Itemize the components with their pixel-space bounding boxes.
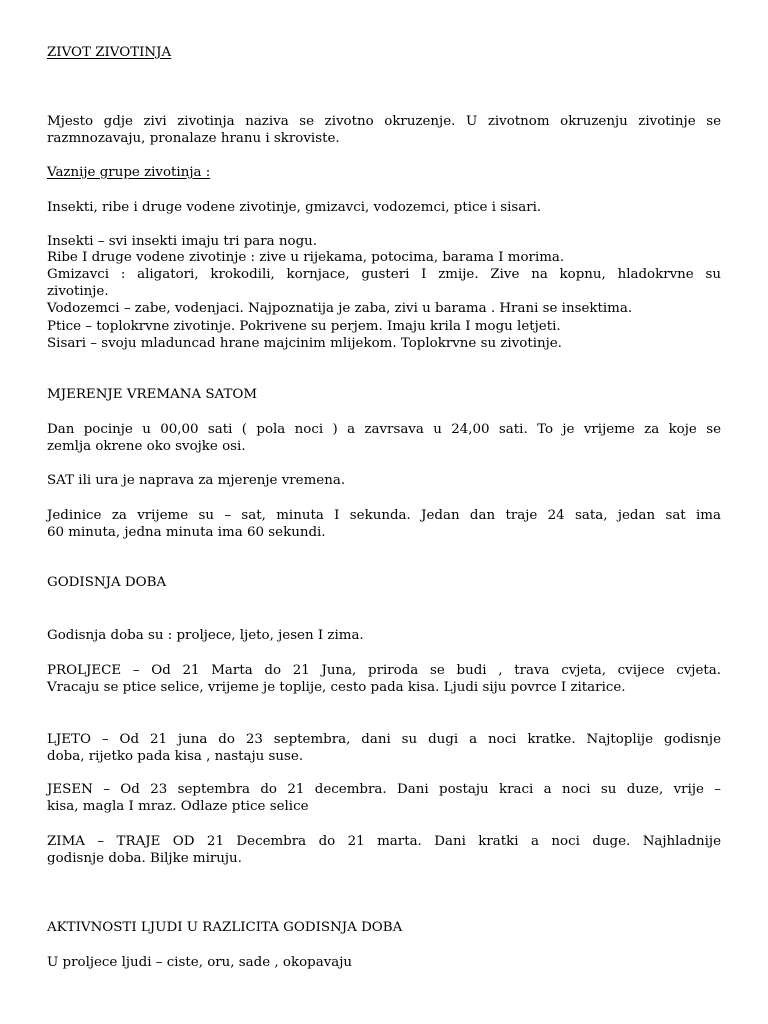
intro-line-1: Mjesto gdje zivi zivotinja naziva se zivotno okruzenje. U zivotnom okruzenju zivotinje se	[47, 114, 721, 129]
autumn-line-1: JESEN – Od 23 septembra do 21 decembra. Dani postaju kraci a noci su duze, vrije –	[47, 782, 721, 797]
seasons-heading: GODISNJA DOBA	[47, 575, 167, 590]
spring-line-1: PROLJECE – Od 21 Marta do 21 Juna, priroda se budi , trava cvjeta, cvijece cvjeta.	[47, 663, 721, 678]
time-paragraph-1-line-1: Dan pocinje u 00,00 sati ( pola noci ) a zavrsava u 24,00 sati. To je vrijeme za koje se	[47, 422, 721, 437]
group-line-reptiles-cont: zivotinje.	[47, 284, 109, 299]
group-line-amphibians: Vodozemci – zabe, vodenjaci. Najpoznatija je zaba, zivi u barama . Hrani se insektima.	[47, 301, 633, 316]
document-title: ZIVOT ZIVOTINJA	[47, 45, 172, 60]
time-paragraph-2: SAT ili ura je naprava za mjerenje vremena.	[47, 473, 346, 488]
time-paragraph-3-line-2: 60 minuta, jedna minuta ima 60 sekundi.	[47, 525, 326, 540]
group-line-birds: Ptice – toplokrvne zivotinje. Pokrivene su perjem. Imaju krila I mogu letjeti.	[47, 319, 561, 334]
group-line-insects: Insekti – svi insekti imaju tri para nogu.	[47, 234, 318, 249]
group-line-mammals: Sisari – svoju mladuncad hrane majcinim mlijekom. Toplokrvne su zivotinje.	[47, 336, 562, 351]
time-heading: MJERENJE VREMANA SATOM	[47, 387, 258, 402]
summer-line-1: LJETO – Od 21 juna do 23 septembra, dani su dugi a noci kratke. Najtoplije godisnje	[47, 732, 721, 747]
activities-heading: AKTIVNOSTI LJUDI U RAZLICITA GODISNJA DOBA	[47, 920, 403, 935]
summer-line-2: doba, rijetko pada kisa , nastaju suse.	[47, 749, 304, 764]
group-line-reptiles: Gmizavci : aligatori, krokodili, kornjace, gusteri I zmije. Zive na kopnu, hladokrvne su	[47, 267, 721, 282]
activities-spring: U proljece ljudi – ciste, oru, sade , okopavaju	[47, 955, 353, 970]
seasons-intro: Godisnja doba su : proljece, ljeto, jesen I zima.	[47, 628, 364, 643]
spring-line-2: Vracaju se ptice selice, vrijeme je toplije, cesto pada kisa. Ljudi siju povrce I zitarice.	[47, 680, 626, 695]
group-line-fish: Ribe I druge vodene zivotinje : zive u rijekama, potocima, barama I morima.	[47, 250, 565, 265]
winter-line-2: godisnje doba. Biljke miruju.	[47, 851, 242, 866]
groups-heading: Vaznije grupe zivotinja :	[47, 165, 211, 180]
time-paragraph-3-line-1: Jedinice za vrijeme su – sat, minuta I sekunda. Jedan dan traje 24 sata, jedan sat ima	[47, 508, 721, 523]
groups-list: Insekti, ribe i druge vodene zivotinje, gmizavci, vodozemci, ptice i sisari.	[47, 200, 542, 215]
autumn-line-2: kisa, magla I mraz. Odlaze ptice selice	[47, 799, 309, 814]
intro-line-2: razmnozavaju, pronalaze hranu i skroviste.	[47, 131, 340, 146]
time-paragraph-1-line-2: zemlja okrene oko svojke osi.	[47, 439, 246, 454]
winter-line-1: ZIMA – TRAJE OD 21 Decembra do 21 marta. Dani kratki a noci duge. Najhladnije	[47, 834, 721, 849]
